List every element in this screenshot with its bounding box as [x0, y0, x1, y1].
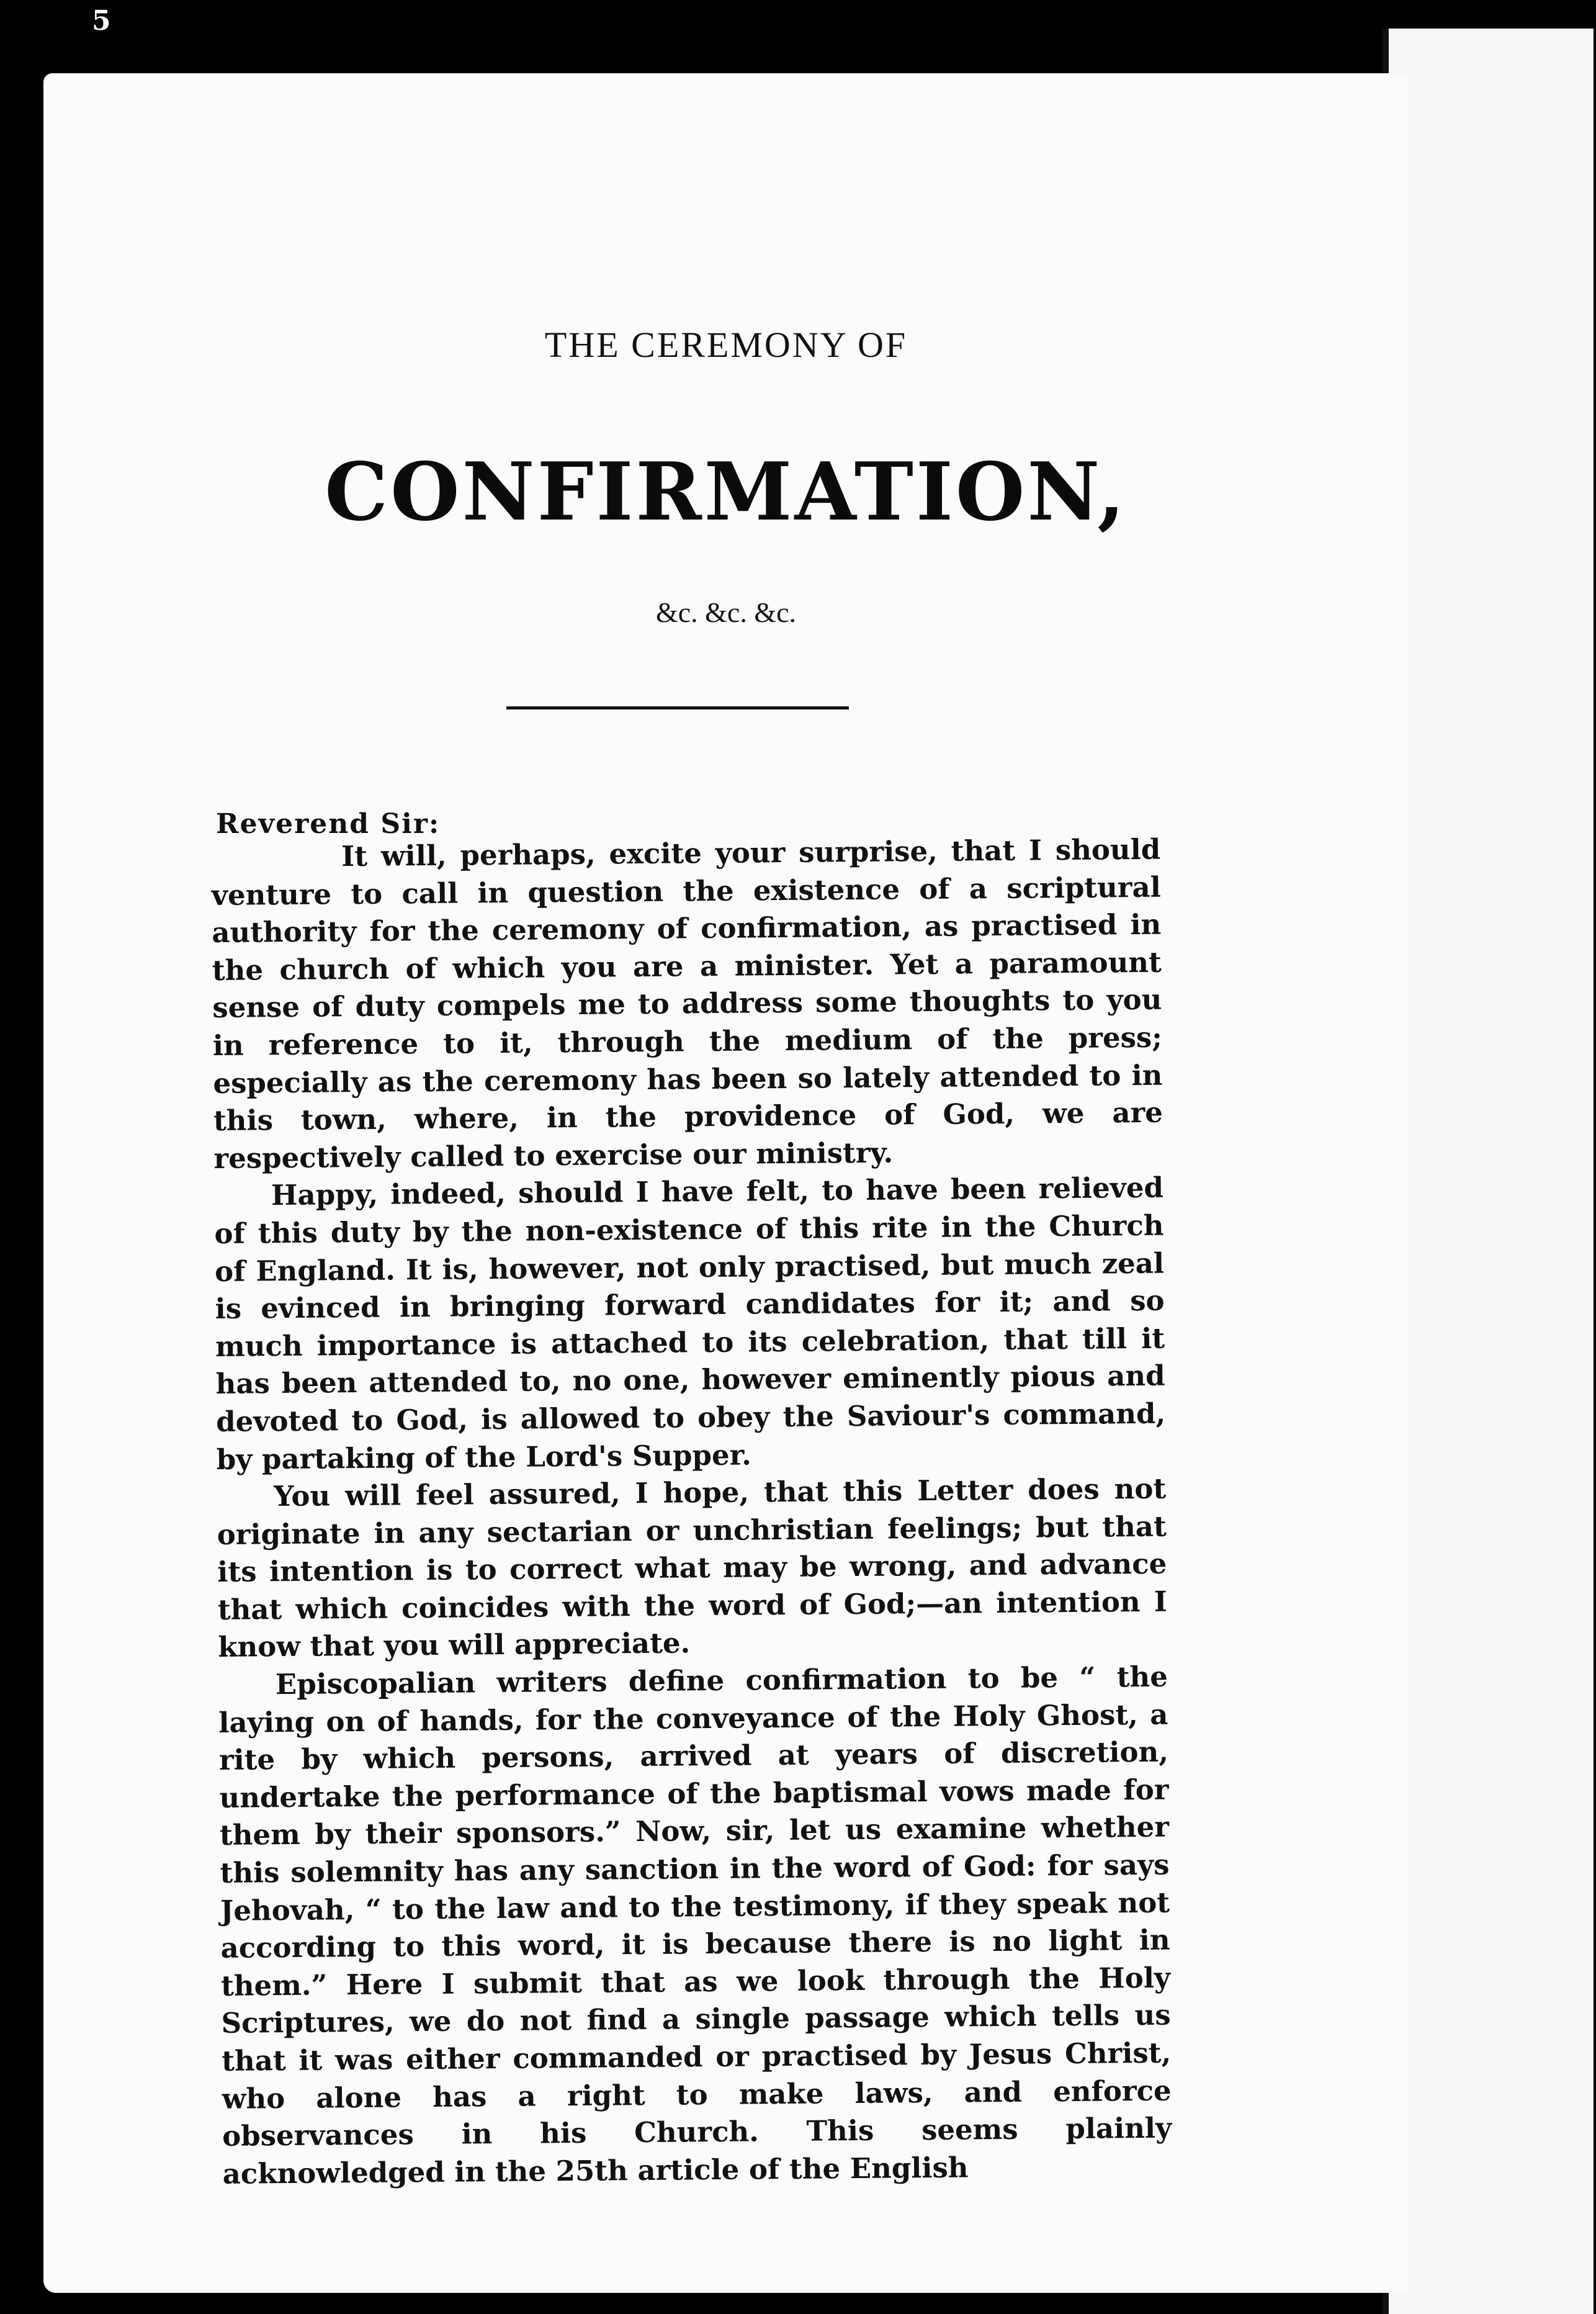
- heading-divider: [506, 706, 849, 709]
- facing-page-edge: [1383, 29, 1594, 2314]
- corner-mark: 5: [92, 5, 111, 37]
- salutation: Reverend Sir:: [216, 808, 441, 840]
- heading-line-1: THE CEREMONY OF: [544, 325, 908, 365]
- heading-etc: &c. &c. &c.: [655, 597, 797, 628]
- paragraph-2: Happy, indeed, should I have felt, to have been relieved of this duty by the non-existence of this rite in the Church of England. It is, however, not only practised, but much zeal is evinced in bringing forward candidates for it; and so much importance is attached to its celebration, that till it has been attended to, no one, however eminently pious and devoted to God, is allowed to obey the Saviour's command, by partaking of the Lord's Supper.: [214, 1171, 1166, 1476]
- paragraph-1: It will, perhaps, excite your surprise, that I should venture to call in question the existence of a scriptural authority for the ceremony of confirmation, as practised in the church of which you are a minister. Yet a paramount sense of duty compels me to address some thoughts to you in reference to it, through the medium of the press; especially as the ceremony has been so lately attended to in this town, where, in the providence of God, we are respectively called to exercise our ministry.: [211, 832, 1163, 1175]
- paragraph-4: Episcopalian writers define confirmation to be “ the laying on of hands, for the conveyance of the Holy Ghost, a rite by which persons, arrived at years of discretion, undertake the performance of the baptismal vows made for them by their sponsors.” Now, sir, let us examine whether this solemnity has any sanction in the word of God: for says Jehovah, “ to the law and to the testimony, if they speak not according to this word, it is because there is no light in them.” Here I submit that as we look through the Holy Scriptures, we do not find a single passage which tells us that it was either commanded or practised by Jesus Christ, who alone has a right to make laws, and enforce observances in his Church. This seems plainly acknowledged in the 25th article of the English: [218, 1660, 1172, 2190]
- paragraph-3: You will feel assured, I hope, that this Letter does not originate in any sectarian or unchristian feelings; but that its intention is to correct what may be wrong, and advance that which coincides with the word of God;—an intention I know that you will appreciate.: [217, 1472, 1168, 1664]
- letter-body: [211, 831, 1172, 2194]
- page-title: CONFIRMATION,: [325, 446, 1128, 539]
